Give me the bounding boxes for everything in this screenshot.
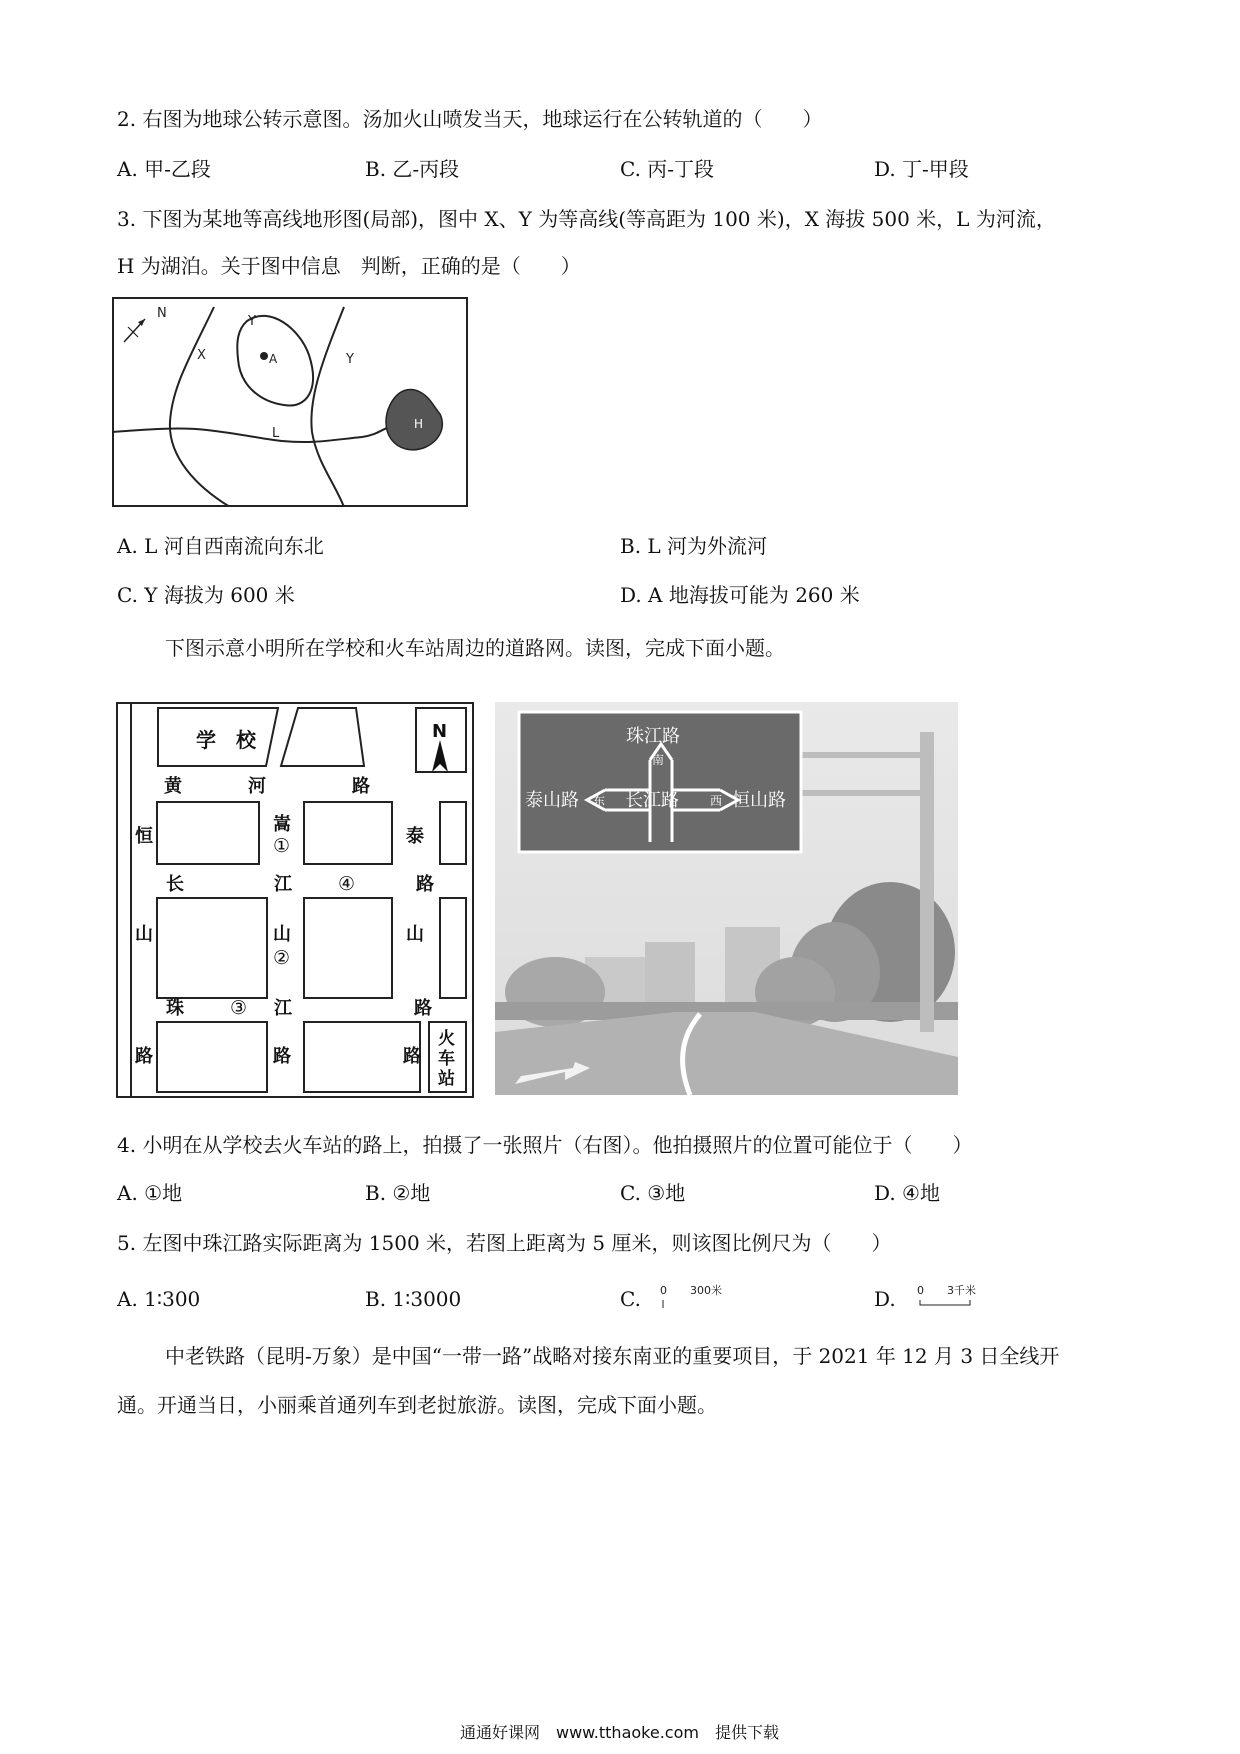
- road-network-map: [116, 702, 474, 1098]
- q5-option-a[interactable]: A. 1∶300: [117, 1287, 201, 1311]
- intro-rail-line2: 通。开通当日，小丽乘首通列车到老挝旅游。读图，完成下面小题。: [117, 1393, 717, 1417]
- q5-stem: 5. 左图中珠江路实际距离为 1500 米，若图上距离为 5 厘米，则该图比例尺为（ ）: [117, 1231, 892, 1255]
- q2-option-c[interactable]: C. 丙-丁段: [620, 157, 715, 181]
- school-label: 学 校: [196, 728, 256, 752]
- intro-rail-line1: 中老铁路（昆明-万象）是中国“一带一路”战略对接东南亚的重要项目，于 2021 年 12 月 3 日全线开: [165, 1344, 1060, 1368]
- q3-option-c[interactable]: C. Y 海拔为 600 米: [117, 583, 295, 607]
- scale-d-value: 3千米: [947, 1284, 976, 1297]
- sign-center-label: 长江路: [625, 790, 679, 811]
- q3-stem-line2: H 为湖泊。关于图中信息 判断，正确的是（ ）: [117, 254, 581, 278]
- scale-bar-c: [655, 1282, 735, 1312]
- river-l-label: L: [272, 426, 280, 441]
- contour-x-label: X: [197, 348, 206, 363]
- q2-option-b[interactable]: B. 乙-丙段: [365, 157, 460, 181]
- q4-option-b[interactable]: B. ②地: [365, 1181, 431, 1205]
- q5-option-b[interactable]: B. 1∶3000: [365, 1287, 462, 1311]
- q3-stem-line1: 3. 下图为某地等高线地形图(局部)，图中 X、Y 为等高线(等高距为 100 米)，X 海拔 500 米，L 为河流，: [117, 207, 1056, 231]
- songshan-char-3: 路: [273, 1046, 291, 1067]
- station-char-1: 火: [438, 1029, 455, 1049]
- hengshan-char-2: 山: [135, 924, 153, 945]
- q2-stem: 2. 右图为地球公转示意图。汤加火山喷发当天，地球运行在公转轨道的（ ）: [117, 107, 823, 131]
- sign-top-label: 珠江路: [626, 726, 680, 747]
- q4-option-c[interactable]: C. ③地: [620, 1181, 686, 1205]
- sign-south-label: 南: [652, 753, 665, 767]
- q3-option-a[interactable]: A. L 河自西南流向东北: [117, 534, 324, 558]
- hengshan-char-1: 恒: [135, 826, 153, 847]
- songshan-char-2: 山: [273, 924, 291, 945]
- intro-roads: 下图示意小明所在学校和火车站周边的道路网。读图，完成下面小题。: [165, 636, 785, 660]
- sign-west-label: 西: [710, 794, 723, 808]
- marker-1: ①: [273, 835, 291, 857]
- sign-left-label: 泰山路: [525, 790, 579, 811]
- footer-text: 通通好课网 www.tthaoke.com 提供下载: [460, 1723, 779, 1742]
- huanghe-char-3: 路: [352, 776, 370, 797]
- scale-c-zero: 0: [660, 1284, 667, 1297]
- taishan-char-1: 泰: [406, 826, 424, 847]
- huanghe-char-1: 黄: [164, 776, 182, 797]
- q5-option-d[interactable]: D.: [874, 1287, 896, 1311]
- q4-option-d[interactable]: D. ④地: [874, 1181, 940, 1205]
- marker-3: ③: [230, 997, 248, 1019]
- sign-east-label: 东: [593, 794, 606, 808]
- station-char-2: 车: [438, 1049, 455, 1069]
- taishan-char-2: 山: [406, 924, 424, 945]
- huanghe-char-2: 河: [248, 776, 266, 797]
- songshan-char-1: 嵩: [273, 814, 291, 835]
- marker-2: ②: [273, 947, 291, 969]
- road-north-label: N: [432, 721, 448, 742]
- q3-option-b[interactable]: B. L 河为外流河: [620, 534, 768, 558]
- contour-map: [112, 297, 468, 507]
- contour-y-right-label: Y: [346, 352, 354, 367]
- q3-option-d[interactable]: D. A 地海拔可能为 260 米: [620, 583, 860, 607]
- changjiang-char-3: 路: [416, 874, 434, 895]
- road-sign-photo: [495, 702, 958, 1095]
- marker-4: ④: [338, 873, 356, 895]
- changjiang-char-1: 长: [166, 874, 184, 895]
- q2-option-a[interactable]: A. 甲-乙段: [117, 157, 211, 181]
- station-char-3: 站: [438, 1069, 455, 1089]
- scale-d-zero: 0: [917, 1284, 924, 1297]
- sign-right-label: 恒山路: [732, 790, 786, 811]
- zhujiang-char-3: 路: [414, 998, 432, 1019]
- q2-option-d[interactable]: D. 丁-甲段: [874, 157, 969, 181]
- q4-stem: 4. 小明在从学校去火车站的路上，拍摄了一张照片（右图）。他拍摄照片的位置可能位于（ ）: [117, 1133, 973, 1157]
- scale-bar-d: [912, 1282, 992, 1312]
- hengshan-char-3: 路: [135, 1046, 153, 1067]
- point-a-marker: [260, 352, 268, 360]
- zhujiang-char-1: 珠: [166, 998, 184, 1019]
- changjiang-char-2: 江: [274, 874, 292, 895]
- scale-c-value: 300米: [690, 1284, 722, 1297]
- lake-h-label: H: [414, 417, 424, 431]
- north-label: N: [157, 306, 167, 321]
- q5-option-c[interactable]: C.: [620, 1287, 641, 1311]
- taishan-char-3: 路: [403, 1046, 421, 1067]
- contour-y-top-label: Y: [248, 314, 256, 329]
- q4-option-a[interactable]: A. ①地: [117, 1181, 183, 1205]
- point-a-label: A: [269, 352, 278, 366]
- zhujiang-char-2: 江: [274, 998, 292, 1019]
